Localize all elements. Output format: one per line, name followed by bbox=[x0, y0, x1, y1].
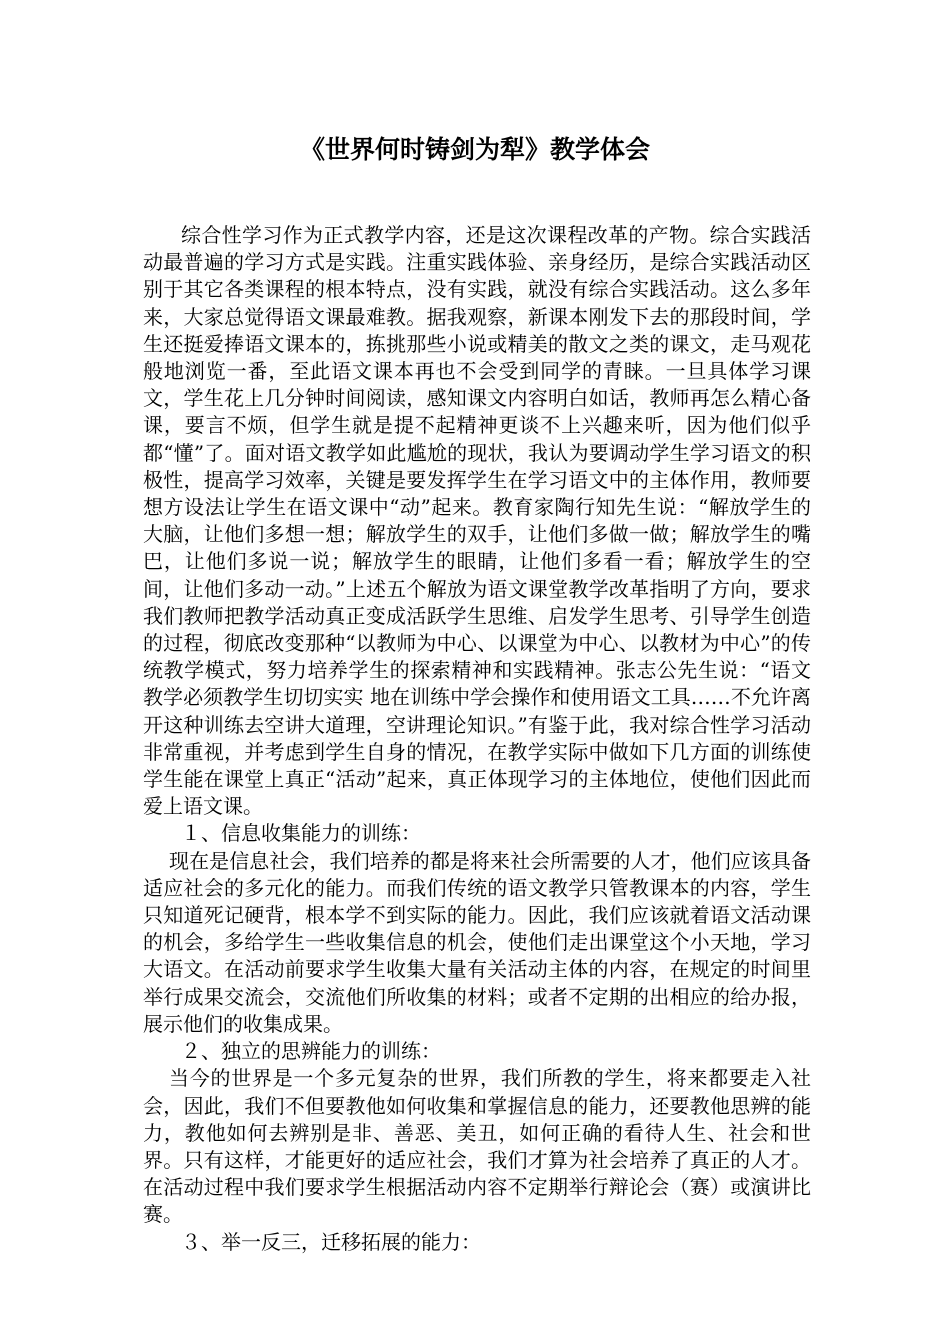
section-heading-3: ３、举一反三，迁移拓展的能力： bbox=[181, 1229, 481, 1254]
document-body bbox=[143, 222, 811, 1256]
intro-paragraph: 综合性学习作为正式教学内容，还是这次课程改革的产物。综合实践活动最普遍的学习方式是实践。注重实践体验、亲身经历，是综合实践活动区别于其它各类课程的根本特点，没有实践，就没有综合实践活动。这么多年来，大家总觉得语文课最难教。据我观察，新课本刚发下去的那段时间，学生还挺爱捧语文课本的，拣挑那些小说或精美的散文之类的课文，走马观花般地浏览一番，至此语文课本再也不会受到同学的青睐。一旦具体学习课文，学生花上几分钟时间阅读，感知课文内容明白如话，教师再怎么精心备课，要言不烦，但学生就是提不起精神更谈不上兴趣来听，因为他们似乎都“懂”了。面对语文教学如此尴尬的现状，我认为要调动学生学习语文的积极性，提高学习效率，关键是要发挥学生在学习语文中的主体作用，教师要想方设法让学生在语文课中“动”起来。教育家陶行知先生说：“解放学生的大脑，让他们多想一想；解放学生的双手，让他们多做一做；解放学生的嘴巴，让他们多说一说；解放学生的眼睛，让他们多看一看；解放学生的空间，让他们多动一动。”上述五个解放为语文课堂教学改革指明了方向，要求我们教师把教学活动真正变成活跃学生思维、启发学生思考、引导学生创造的过程，彻底改变那种“以教师为中心、以课堂为中心、以教材为中心”的传统教学模式，努力培养学生的探索精神和实践精神。张志公先生说：“语文教学必须教学生切切实实 地在训练中学会操作和使用语文工具……不允许离开这种训练去空讲大道理，空讲理论知识。”有鉴于此，我对综合性学习活动非常重视，并考虑到学生自身的情况，在教学实际中做如下几方面的训练使学生能在课堂上真正“活动”起来，真正体现学习的主体地位，使他们因此而爱上语文课。 bbox=[143, 223, 811, 819]
section-paragraph-1: 现在是信息社会，我们培养的都是将来社会所需要的人才，他们应该具备适应社会的多元化的能力。而我们传统的语文教学只管教课本的内容，学生只知道死记硬背，根本学不到实际的能力。因此，我们应该就着语文活动课的机会，多给学生一些收集信息的机会，使他们走出课堂这个小天地，学习大语文。在活动前要求学生收集大量有关活动主体的内容，在规定的时间里举行成果交流会，交流他们所收集的材料；或者不定期的出相应的给办报，展示他们的收集成果。 bbox=[143, 848, 811, 1036]
section-heading-1: １、信息收集能力的训练： bbox=[181, 821, 421, 846]
section-heading-2: ２、独立的思辨能力的训练： bbox=[181, 1039, 441, 1064]
section-paragraph-2: 当今的世界是一个多元复杂的世界，我们所教的学生，将来都要走入社会，因此，我们不但要教他如何收集和掌握信息的能力，还要教他思辨的能力，教他如何去辨别是非、善恶、美丑，如何正确的看待人生、社会和世界。只有这样，才能更好的适应社会，我们才算为社会培养了真正的人才。在活动过程中我们要求学生根据活动内容不定期举行辩论会（赛）或演讲比赛。 bbox=[143, 1066, 811, 1227]
document-title: 《世界何时铸剑为犁》教学体会 bbox=[299, 135, 650, 164]
